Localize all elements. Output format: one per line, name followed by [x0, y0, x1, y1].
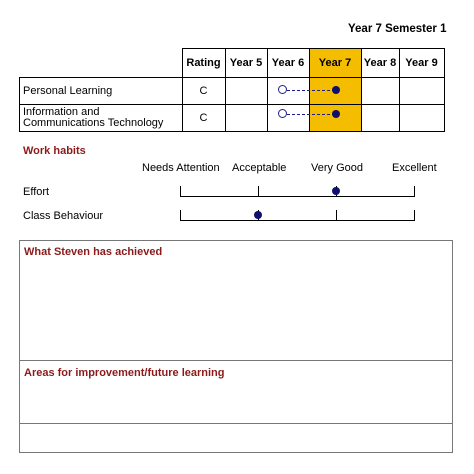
behaviour-tick [414, 210, 415, 221]
scale-label-excellent: Excellent [392, 162, 437, 174]
effort-tick [414, 186, 415, 197]
progress-connector [287, 114, 335, 115]
cell-year-6 [267, 105, 309, 132]
effort-rating-marker [332, 187, 340, 195]
cell-year-6 [267, 78, 309, 105]
col-year-6: Year 6 [267, 49, 309, 78]
col-rating: Rating [182, 49, 225, 78]
cell-year-8 [361, 105, 399, 132]
behaviour-tick [180, 210, 181, 221]
work-habits-title: Work habits [23, 145, 86, 157]
effort-tick [258, 186, 259, 197]
section-divider [19, 423, 452, 424]
col-year-9: Year 9 [399, 49, 444, 78]
effort-scale-line [180, 196, 414, 197]
semester-title: Year 7 Semester 1 [348, 23, 447, 35]
subject-name: Information and Communications Technology [20, 105, 183, 132]
current-year-marker [332, 110, 340, 118]
cell-year-9 [399, 105, 444, 132]
scale-label-very-good: Very Good [311, 162, 363, 174]
subject-name: Personal Learning [20, 78, 183, 105]
current-year-marker [332, 86, 340, 94]
previous-year-marker [278, 109, 287, 118]
behaviour-scale-line [180, 220, 414, 221]
subject-header [20, 49, 183, 78]
rating-value: C [182, 105, 225, 132]
col-year-5: Year 5 [225, 49, 267, 78]
cell-year-7 [309, 105, 361, 132]
table-row [20, 78, 445, 105]
behaviour-tick [336, 210, 337, 221]
behaviour-rating-marker [254, 211, 262, 219]
col-year-7: Year 7 [309, 49, 361, 78]
comments-box [19, 240, 453, 453]
cell-year-9 [399, 78, 444, 105]
progress-connector [287, 90, 335, 91]
cell-year-5 [225, 78, 267, 105]
scale-label-needs-attention: Needs Attention [142, 162, 220, 174]
progress-table [19, 48, 445, 132]
class-behaviour-label: Class Behaviour [23, 210, 104, 222]
cell-year-8 [361, 78, 399, 105]
section-divider [19, 360, 452, 361]
effort-tick [180, 186, 181, 197]
scale-label-acceptable: Acceptable [232, 162, 287, 174]
achieved-title: What Steven has achieved [24, 246, 163, 258]
table-row [20, 105, 445, 132]
improvement-title: Areas for improvement/future learning [24, 367, 225, 379]
effort-label: Effort [23, 186, 50, 198]
previous-year-marker [278, 85, 287, 94]
cell-year-5 [225, 105, 267, 132]
col-year-8: Year 8 [361, 49, 399, 78]
rating-value: C [182, 78, 225, 105]
